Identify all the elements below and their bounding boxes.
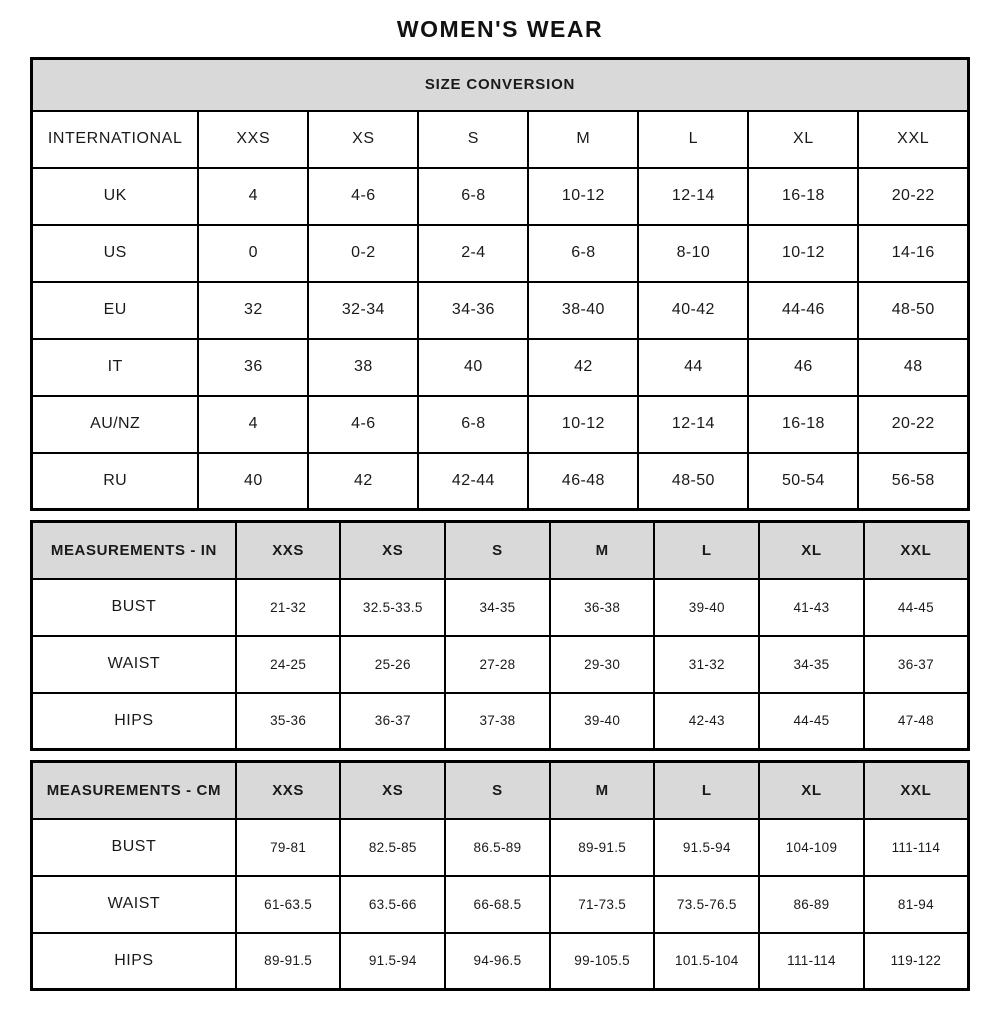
column-header-row [32, 111, 969, 168]
table-cell: 119-122 [864, 933, 969, 990]
row-label: WAIST [32, 636, 236, 693]
table-cell: 79-81 [236, 819, 341, 876]
column-header: M [550, 762, 655, 819]
table-cell: 35-36 [236, 693, 341, 750]
table-cell: 37-38 [445, 693, 550, 750]
table-cell: 56-58 [858, 453, 968, 510]
row-label: AU/NZ [32, 396, 199, 453]
table-cell: 40 [418, 339, 528, 396]
column-header: M [528, 111, 638, 168]
table-cell: 32-34 [308, 282, 418, 339]
table-cell: 4-6 [308, 396, 418, 453]
table-cell: 10-12 [528, 396, 638, 453]
table-cell: 86.5-89 [445, 819, 550, 876]
table-row [32, 168, 969, 225]
table-cell: 39-40 [654, 579, 759, 636]
banner-row [32, 59, 969, 111]
table-cell: 44 [638, 339, 748, 396]
table-row [32, 933, 969, 990]
table-cell: 71-73.5 [550, 876, 655, 933]
size-conversion-banner: SIZE CONVERSION [32, 59, 969, 111]
table-cell: 32 [198, 282, 308, 339]
column-header: S [445, 762, 550, 819]
row-label: BUST [32, 819, 236, 876]
table-cell: 34-36 [418, 282, 528, 339]
table-cell: 61-63.5 [236, 876, 341, 933]
table-cell: 99-105.5 [550, 933, 655, 990]
table-cell: 36-37 [340, 693, 445, 750]
table-cell: 32.5-33.5 [340, 579, 445, 636]
table-row [32, 282, 969, 339]
row-label: RU [32, 453, 199, 510]
table-cell: 42-43 [654, 693, 759, 750]
table-cell: 29-30 [550, 636, 655, 693]
table-cell: 6-8 [418, 396, 528, 453]
table-cell: 21-32 [236, 579, 341, 636]
table-row [32, 225, 969, 282]
row-label: HIPS [32, 933, 236, 990]
table-cell: 44-46 [748, 282, 858, 339]
table-cell: 86-89 [759, 876, 864, 933]
table-cell: 8-10 [638, 225, 748, 282]
table-row [32, 693, 969, 750]
table-cell: 42 [308, 453, 418, 510]
table-cell: 111-114 [864, 819, 969, 876]
table-cell: 44-45 [864, 579, 969, 636]
column-header-row [32, 522, 969, 579]
column-header: L [654, 762, 759, 819]
table-cell: 46-48 [528, 453, 638, 510]
row-label: US [32, 225, 199, 282]
table-row [32, 579, 969, 636]
table-cell: 82.5-85 [340, 819, 445, 876]
table-cell: 36 [198, 339, 308, 396]
column-header: XS [308, 111, 418, 168]
table-cell: 24-25 [236, 636, 341, 693]
table-cell: 41-43 [759, 579, 864, 636]
table-cell: 16-18 [748, 168, 858, 225]
table-row [32, 339, 969, 396]
table-cell: 12-14 [638, 168, 748, 225]
table-cell: 73.5-76.5 [654, 876, 759, 933]
column-header: L [638, 111, 748, 168]
table-row [32, 819, 969, 876]
table-cell: 0-2 [308, 225, 418, 282]
table-row [32, 636, 969, 693]
column-header: XS [340, 522, 445, 579]
table-cell: 111-114 [759, 933, 864, 990]
column-header: XXL [858, 111, 968, 168]
table-cell: 91.5-94 [340, 933, 445, 990]
corner-header: INTERNATIONAL [32, 111, 199, 168]
table-cell: 104-109 [759, 819, 864, 876]
row-label: WAIST [32, 876, 236, 933]
table-row [32, 453, 969, 510]
table-cell: 40 [198, 453, 308, 510]
column-header: M [550, 522, 655, 579]
table-cell: 91.5-94 [654, 819, 759, 876]
column-header: S [418, 111, 528, 168]
column-header: L [654, 522, 759, 579]
table-cell: 0 [198, 225, 308, 282]
table-cell: 38 [308, 339, 418, 396]
table-cell: 38-40 [528, 282, 638, 339]
table-cell: 42-44 [418, 453, 528, 510]
table-cell: 31-32 [654, 636, 759, 693]
corner-header: MEASUREMENTS - CM [32, 762, 236, 819]
table-cell: 89-91.5 [550, 819, 655, 876]
column-header: XXS [236, 762, 341, 819]
column-header: XS [340, 762, 445, 819]
table-cell: 48 [858, 339, 968, 396]
row-label: IT [32, 339, 199, 396]
measurements-in-table [30, 520, 970, 751]
row-label: BUST [32, 579, 236, 636]
table-cell: 4 [198, 396, 308, 453]
table-cell: 25-26 [340, 636, 445, 693]
column-header: XL [759, 762, 864, 819]
table-cell: 14-16 [858, 225, 968, 282]
table-cell: 47-48 [864, 693, 969, 750]
column-header: XXL [864, 522, 969, 579]
column-header: S [445, 522, 550, 579]
table-cell: 44-45 [759, 693, 864, 750]
table-cell: 34-35 [445, 579, 550, 636]
column-header: XXS [198, 111, 308, 168]
column-header: XL [759, 522, 864, 579]
table-cell: 63.5-66 [340, 876, 445, 933]
table-cell: 4 [198, 168, 308, 225]
row-label: UK [32, 168, 199, 225]
table-cell: 66-68.5 [445, 876, 550, 933]
size-conversion-table [30, 57, 970, 511]
table-cell: 12-14 [638, 396, 748, 453]
table-cell: 10-12 [528, 168, 638, 225]
table-cell: 89-91.5 [236, 933, 341, 990]
table-cell: 2-4 [418, 225, 528, 282]
table-cell: 16-18 [748, 396, 858, 453]
table-cell: 6-8 [528, 225, 638, 282]
table-cell: 81-94 [864, 876, 969, 933]
table-cell: 48-50 [638, 453, 748, 510]
table-cell: 20-22 [858, 168, 968, 225]
column-header: XL [748, 111, 858, 168]
column-header: XXS [236, 522, 341, 579]
table-cell: 94-96.5 [445, 933, 550, 990]
column-header: XXL [864, 762, 969, 819]
table-cell: 48-50 [858, 282, 968, 339]
table-cell: 40-42 [638, 282, 748, 339]
measurements-cm-table [30, 760, 970, 991]
table-cell: 42 [528, 339, 638, 396]
table-row [32, 876, 969, 933]
table-cell: 50-54 [748, 453, 858, 510]
table-cell: 20-22 [858, 396, 968, 453]
table-cell: 34-35 [759, 636, 864, 693]
column-header-row [32, 762, 969, 819]
table-cell: 36-38 [550, 579, 655, 636]
table-cell: 39-40 [550, 693, 655, 750]
table-cell: 36-37 [864, 636, 969, 693]
page-title: WOMEN'S WEAR [396, 16, 604, 42]
row-label: HIPS [32, 693, 236, 750]
row-label: EU [32, 282, 199, 339]
table-cell: 10-12 [748, 225, 858, 282]
table-cell: 6-8 [418, 168, 528, 225]
table-cell: 101.5-104 [654, 933, 759, 990]
table-cell: 27-28 [445, 636, 550, 693]
table-cell: 46 [748, 339, 858, 396]
table-row [32, 396, 969, 453]
corner-header: MEASUREMENTS - IN [32, 522, 236, 579]
table-cell: 4-6 [308, 168, 418, 225]
